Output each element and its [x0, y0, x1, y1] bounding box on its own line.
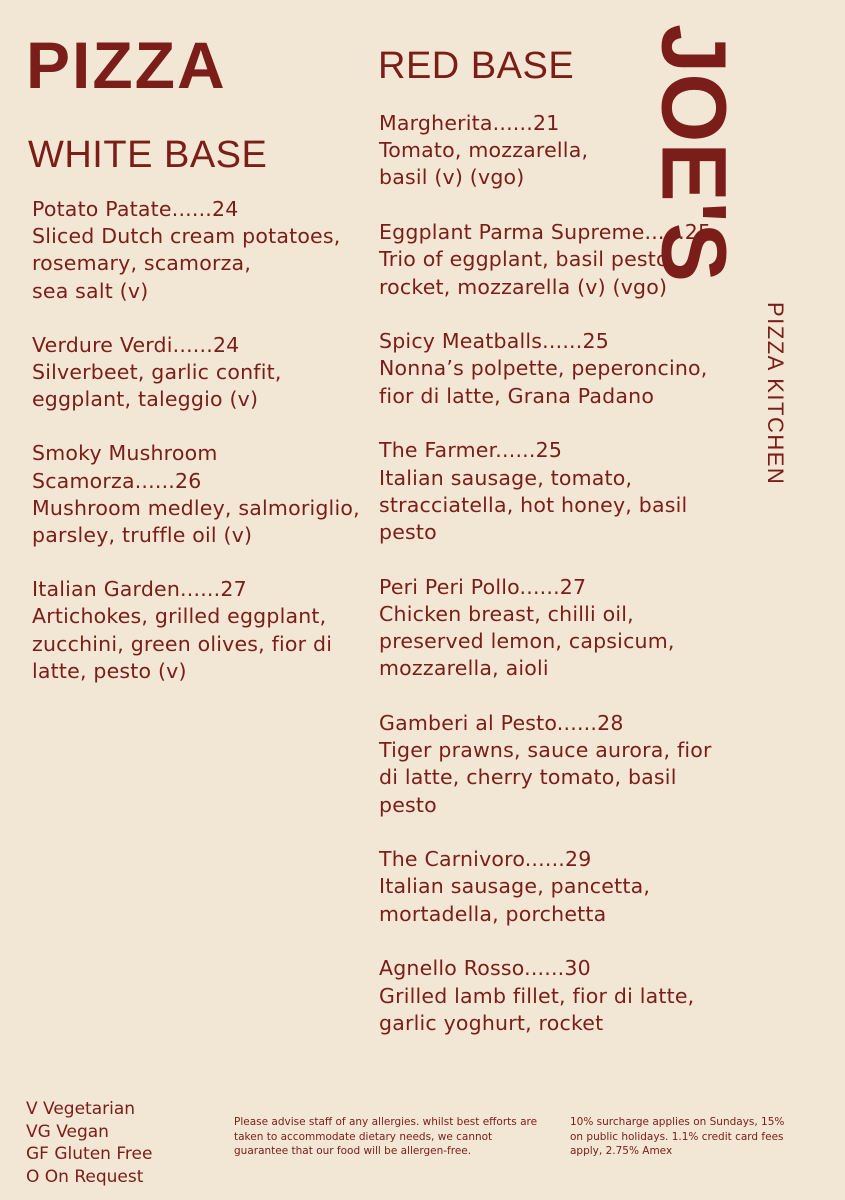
- white-base-list: [32, 196, 372, 712]
- menu-item-margherita: Margherita......21 Tomato, mozzarella, basil (v) (vgo): [379, 111, 589, 190]
- menu-item-italian-garden: Italian Garden......27 Artichokes, grilled eggplant, zucchini, green olives, fior di latte, pesto (v): [32, 577, 333, 683]
- white-base-heading: WHITE BASE: [28, 134, 268, 176]
- legend-vegan: VG Vegan: [26, 1121, 109, 1142]
- menu-item-potato-patate: Potato Patate......24 Sliced Dutch cream potatoes, rosemary, scamorza, sea salt (v): [32, 197, 341, 303]
- menu-item-smoky-mushroom: Smoky Mushroom Scamorza......26 Mushroom medley, salmoriglio, parsley, truffle oil (v): [32, 441, 360, 548]
- menu-item-peri-peri-pollo: Peri Peri Pollo......27 Chicken breast, chilli oil, preserved lemon, capsicum, mozzarella, aioli: [379, 574, 675, 681]
- logo-wordmark: JOE'S: [642, 24, 745, 292]
- menu-item-verdure-verdi: Verdure Verdi......24 Silverbeet, garlic confit, eggplant, taleggio (v): [32, 332, 282, 412]
- menu-item-gamberi-al-pesto: Gamberi al Pesto......28 Tiger prawns, sauce aurora, fior di latte, cherry tomato, basil pesto: [379, 710, 712, 817]
- page-title: PIZZA: [26, 28, 227, 102]
- menu-item-the-carnivoro: The Carnivoro......29 Italian sausage, pancetta, mortadella, porchetta: [379, 847, 651, 926]
- surcharge-note: 10% surcharge applies on Sundays, 15% on public holidays. 1.1% credit card fees apply, 2.75% Amex: [570, 1116, 785, 1157]
- red-base-heading: RED BASE: [378, 45, 575, 87]
- menu-item-agnello-rosso: Agnello Rosso......30 Grilled lamb fillet, fior di latte, garlic yoghurt, rocket: [379, 956, 695, 1035]
- dietary-legend: [26, 1098, 152, 1188]
- legend-vegetarian: V Vegetarian: [26, 1099, 136, 1119]
- menu-item-eggplant-parma: Eggplant Parma Supreme......25 Trio of eggplant, basil pesto, rocket, mozzarella (v) (vgo): [379, 220, 712, 299]
- allergy-note: Please advise staff of any allergies. whilst best efforts are taken to accommodate dietary needs, we cannot guarantee that our food will be allergen-free.: [234, 1116, 538, 1157]
- joes-logo: [642, 24, 804, 292]
- menu-item-spicy-meatballs: Spicy Meatballs......25 Nonna’s polpette, peperoncino, fior di latte, Grana Padano: [379, 329, 708, 408]
- menu-item-the-farmer: The Farmer......25 Italian sausage, tomato, stracciatella, hot honey, basil pesto: [379, 438, 688, 544]
- pizza-kitchen-label: PIZZA KITCHEN: [763, 302, 788, 486]
- legend-on-request: O On Request: [26, 1166, 144, 1187]
- legend-gluten-free: GF Gluten Free: [26, 1144, 153, 1164]
